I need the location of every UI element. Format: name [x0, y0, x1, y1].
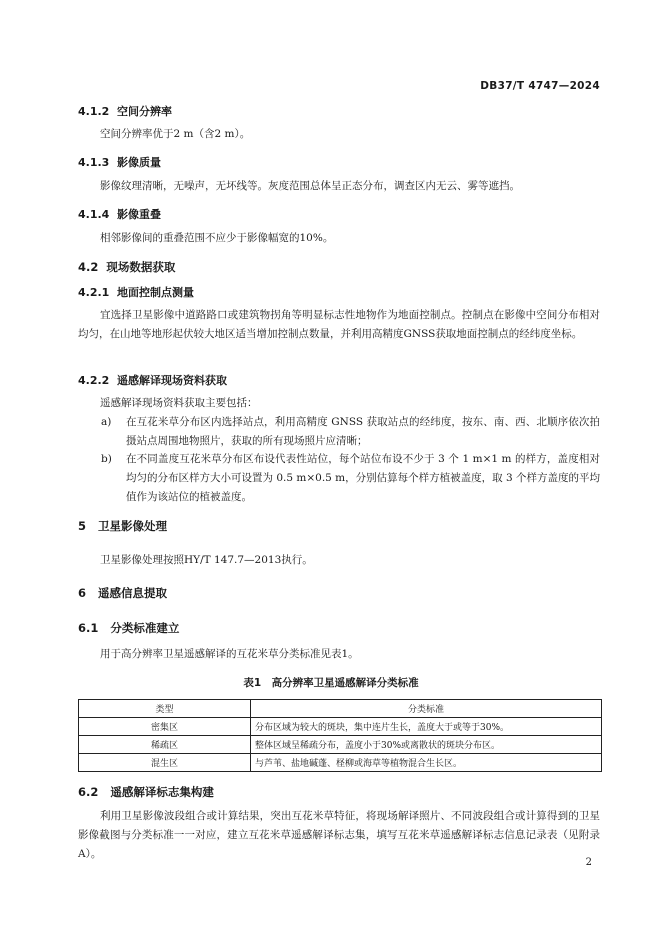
section-number: 6.1 — [78, 621, 99, 635]
section-number: 5 — [78, 519, 87, 533]
heading-4-1-3 — [78, 154, 161, 170]
section-number: 4.2.1 — [78, 286, 110, 299]
list-text: 在互花米草分布区内选择站点，利用高精度 GNSS 获取站点的经纬度，按东、南、西、北顺序依次拍摄站点周围地物照片，获取的所有现场照片应清晰； — [126, 416, 600, 447]
section-title: 影像质量 — [117, 156, 161, 169]
section-title: 现场数据获取 — [106, 260, 176, 274]
table-row — [79, 718, 602, 736]
section-number: 4.2 — [78, 260, 99, 274]
heading-5 — [78, 518, 167, 534]
section-title: 遥感信息提取 — [98, 586, 168, 600]
section-title: 遥感解译现场资料获取 — [117, 374, 227, 387]
column-header-criteria: 分类标准 — [251, 700, 602, 718]
paragraph-image-processing: 卫星影像处理按照HY/T 147.7—2013执行。 — [100, 554, 313, 566]
table-cell-criteria: 分布区域为较大的斑块，集中连片生长，盖度大于或等于30%。 — [251, 718, 602, 736]
table-cell-type: 密集区 — [79, 718, 251, 736]
heading-6-1 — [78, 620, 179, 636]
table-caption: 表1 高分辨率卫星遥感解译分类标准 — [243, 677, 419, 689]
heading-6 — [78, 585, 167, 601]
table-header-row — [79, 700, 602, 718]
list-text: 在不同盖度互花米草分布区布设代表性站位，每个站位布设不少于 3 个 1 m×1 m 的样方，盖度相对均匀的分布区样方大小可设置为 0.5 m×0.5 m，分别估算每个样方植被盖度，取 3 个样方盖度的平均值作为该站位的植被盖度。 — [126, 453, 600, 503]
section-title: 卫星影像处理 — [98, 519, 168, 533]
section-title: 影像重叠 — [117, 208, 161, 221]
section-title: 遥感解译标志集构建 — [110, 785, 214, 799]
paragraph-classification-ref: 用于高分辨率卫星遥感解译的互花米草分类标准见表1。 — [100, 648, 359, 660]
paragraph-interpretation-keys: 利用卫星影像波段组合或计算结果，突出互花米草特征，将现场解译照片、不同波段组合或计算得到的卫星影像截图与分类标准一一对应，建立互花米草遥感解译标志集，填写互花米草遥感解译标志信息记录表（见附录A）。 — [78, 810, 600, 860]
paragraph-image-quality: 影像纹理清晰，无噪声，无坏线等。灰度范围总体呈正态分布，调查区内无云、雾等遮挡。 — [100, 180, 520, 192]
classification-table — [78, 699, 602, 772]
heading-6-2 — [78, 784, 214, 800]
table-cell-type: 稀疏区 — [79, 736, 251, 754]
table-row — [79, 736, 602, 754]
paragraph-resolution: 空间分辨率优于2 m（含2 m）。 — [100, 128, 251, 140]
section-number: 4.1.3 — [78, 156, 110, 169]
section-number: 4.2.2 — [78, 374, 110, 387]
section-number: 6 — [78, 586, 87, 600]
table-cell-criteria: 整体区域呈稀疏分布，盖度小于30%或离散状的斑块分布区。 — [251, 736, 602, 754]
heading-4-2 — [78, 259, 175, 275]
section-title: 空间分辨率 — [117, 105, 172, 118]
table-row — [79, 754, 602, 772]
section-number: 6.2 — [78, 785, 99, 799]
paragraph-image-overlap: 相邻影像间的重叠范围不应少于影像幅宽的10%。 — [100, 232, 334, 244]
section-title: 分类标准建立 — [110, 621, 180, 635]
list-item — [101, 450, 600, 507]
heading-4-2-1 — [78, 284, 194, 300]
list-marker: b) — [101, 453, 112, 465]
table-cell-criteria: 与芦苇、盐地碱蓬、柽柳或海草等植物混合生长区。 — [251, 754, 602, 772]
section-title: 地面控制点测量 — [117, 286, 194, 299]
paragraph-field-data-intro: 遥感解译现场资料获取主要包括： — [100, 397, 258, 409]
list-marker: a) — [101, 416, 112, 428]
table-cell-type: 混生区 — [79, 754, 251, 772]
heading-4-1-4 — [78, 206, 161, 222]
paragraph-control-points: 宜选择卫星影像中道路路口或建筑物拐角等明显标志性地物作为地面控制点。控制点在影像中空间分布相对均匀，在山地等地形起伏较大地区适当增加控制点数量，并利用高精度GNSS获取地面控制点的经纬度坐标。 — [78, 309, 600, 340]
section-number: 4.1.4 — [78, 208, 110, 221]
document-code: DB37/T 4747—2024 — [480, 80, 600, 92]
heading-4-1-2 — [78, 103, 172, 119]
page-number: 2 — [585, 857, 592, 868]
section-number: 4.1.2 — [78, 105, 110, 118]
list-item — [101, 413, 600, 451]
column-header-type: 类型 — [79, 700, 251, 718]
heading-4-2-2 — [78, 372, 227, 388]
